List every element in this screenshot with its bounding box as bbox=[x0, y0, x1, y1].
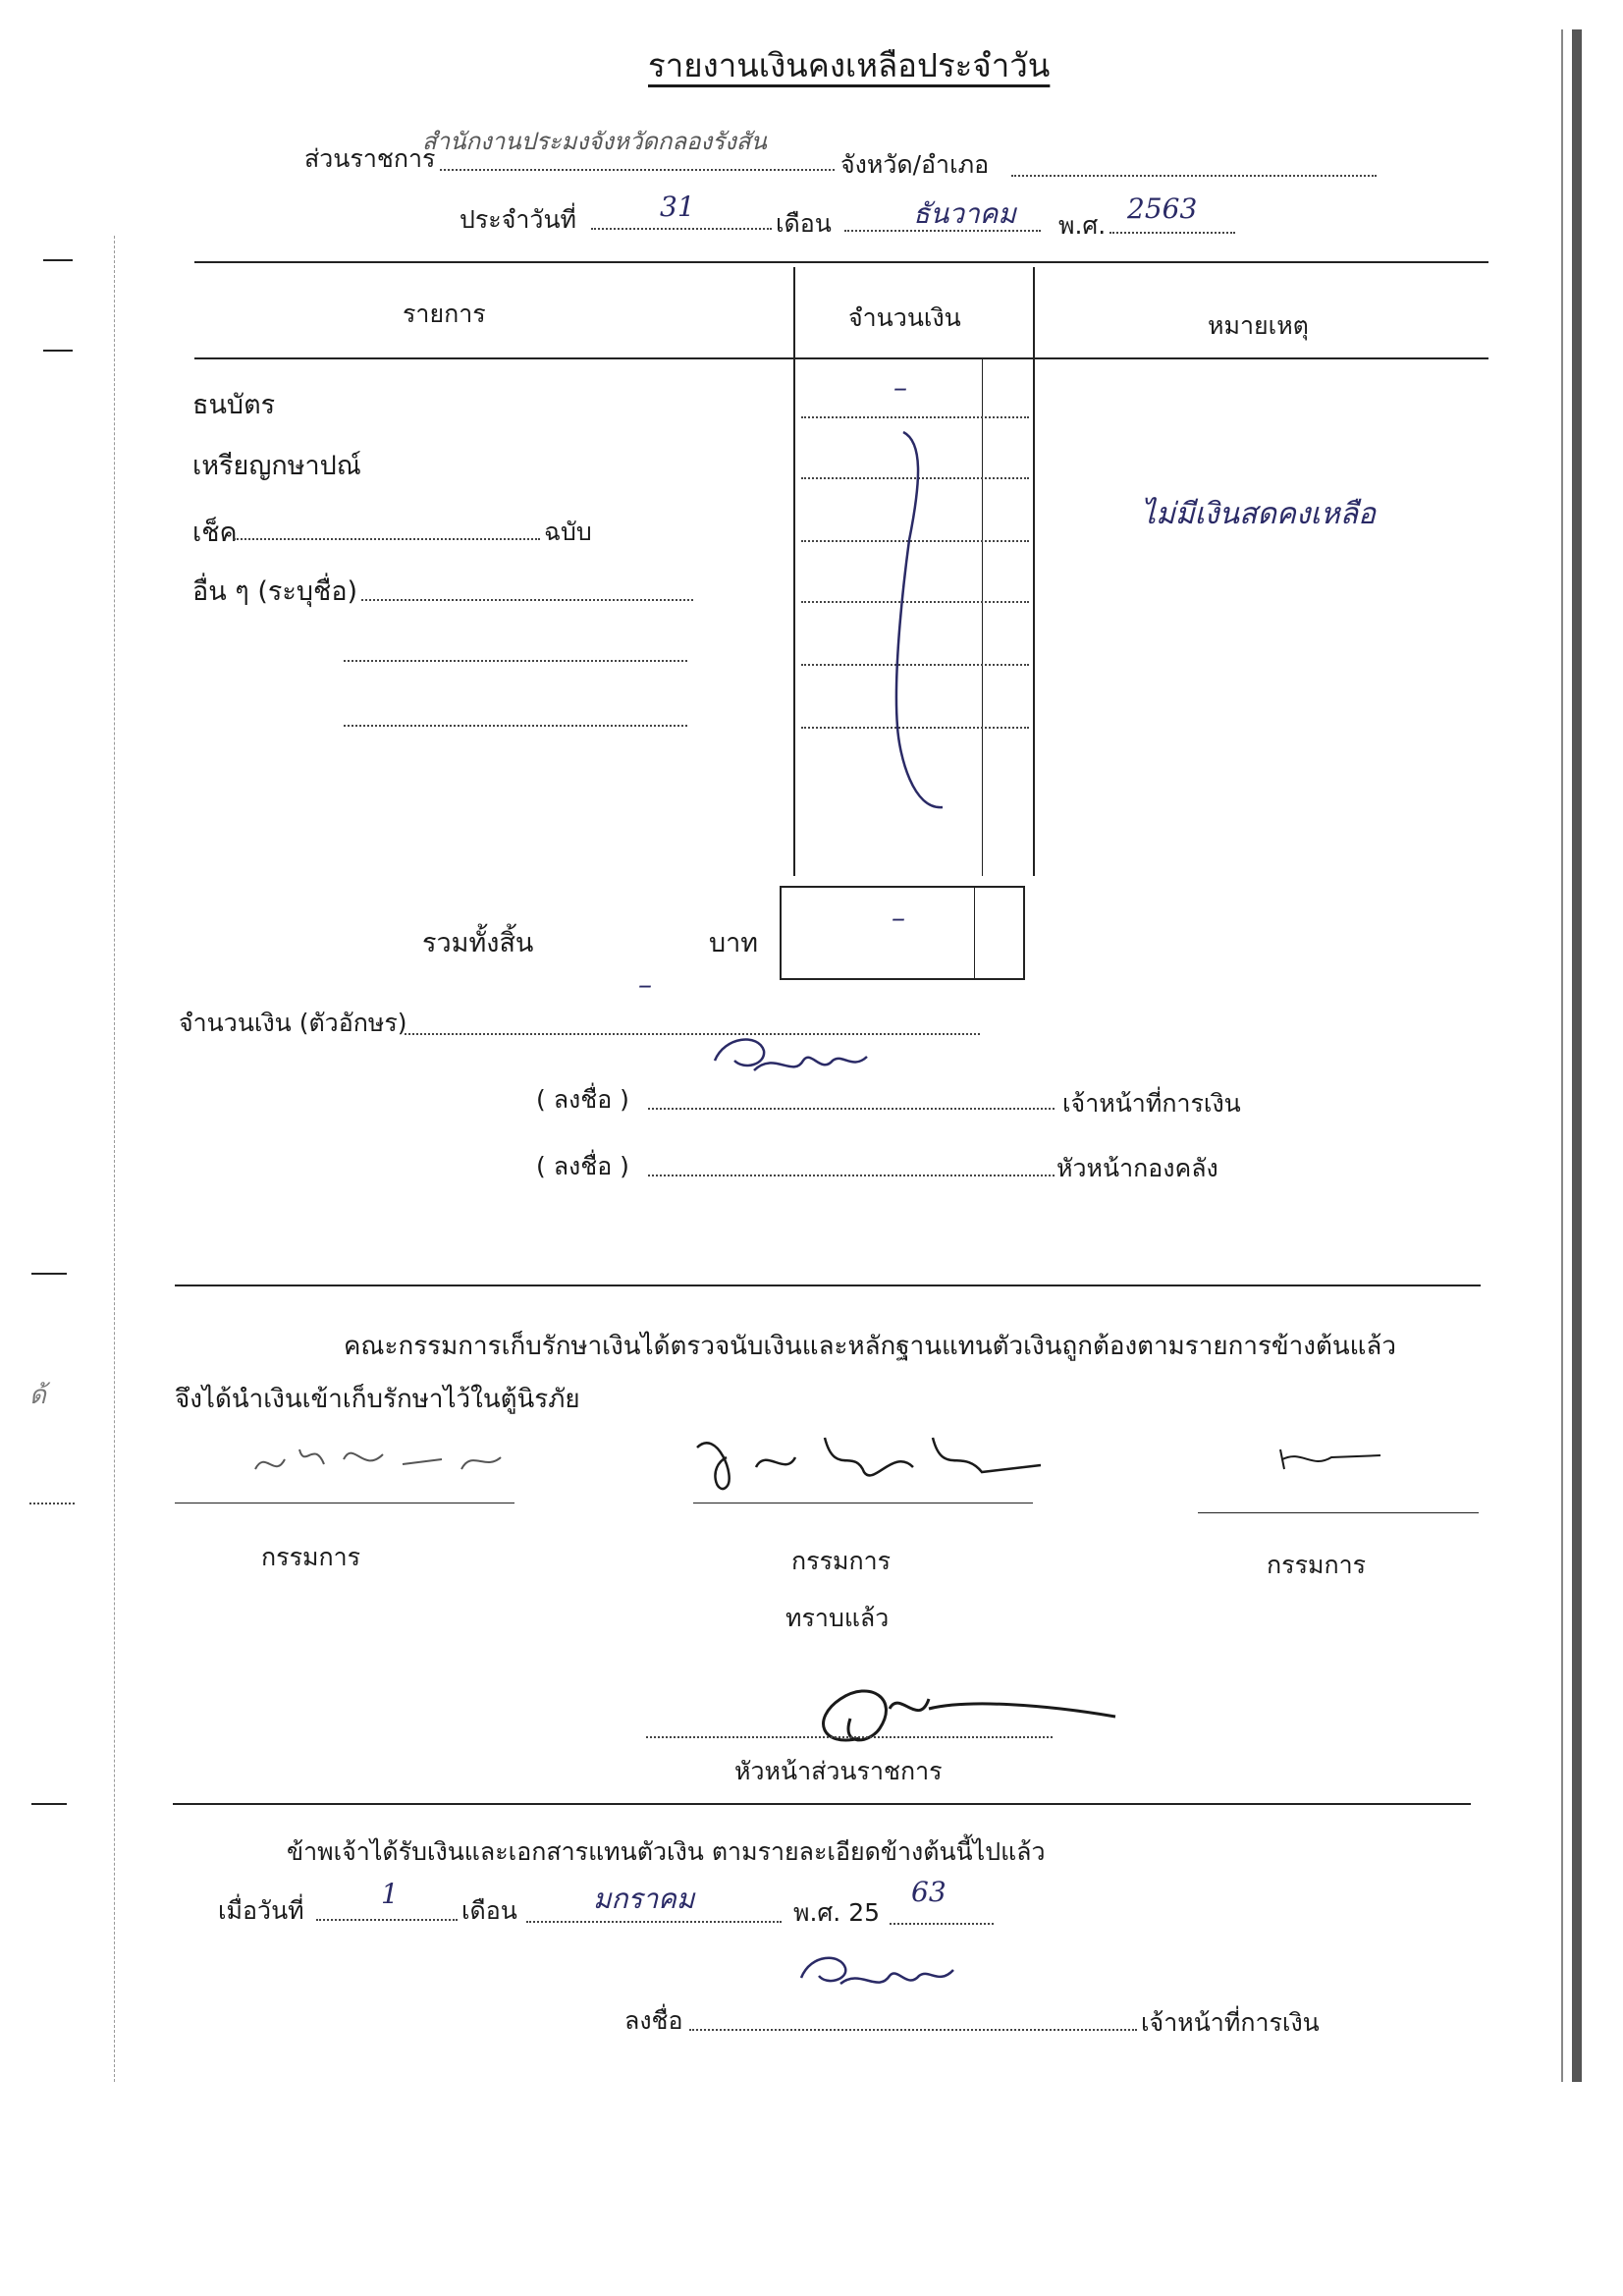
receipt-statement: ข้าพเจ้าได้รับเงินและเอกสารแทนตัวเงิน ตามรายละเอียดข้างต้นนี้ไปแล้ว bbox=[287, 1837, 1046, 1866]
other-dotted-line-3 bbox=[344, 725, 687, 727]
receipt-month-label: เดือน bbox=[461, 1896, 517, 1925]
day-dotted-line bbox=[591, 228, 772, 230]
receipt-sign-dotted-line bbox=[689, 2029, 1137, 2031]
total-value: – bbox=[892, 902, 905, 934]
amount-satang-divider bbox=[982, 359, 983, 876]
cheque-dotted-line bbox=[234, 538, 540, 540]
committee-line-3 bbox=[1198, 1512, 1479, 1513]
col-header-remark: หมายเหตุ bbox=[1208, 311, 1309, 340]
scan-edge-right bbox=[1572, 29, 1582, 2082]
committee-statement-line2: จึงได้นำเงินเข้าเก็บรักษาไว้ในตู้นิรภัย bbox=[175, 1385, 580, 1414]
page-title: รายงานเงินคงเหลือประจำวัน bbox=[648, 46, 1051, 84]
sign1-role: เจ้าหน้าที่การเงิน bbox=[1062, 1089, 1241, 1118]
amount-text-value: – bbox=[638, 968, 652, 1001]
col-header-items: รายการ bbox=[403, 300, 486, 328]
year-label: พ.ศ. bbox=[1058, 211, 1107, 240]
table-header-bottom-border bbox=[194, 357, 1488, 359]
amount-row-line-1 bbox=[801, 416, 1029, 418]
scan-edge-right-inner bbox=[1561, 29, 1563, 2082]
committee-signature-3 bbox=[1272, 1440, 1390, 1479]
receipt-signature bbox=[791, 1948, 988, 2007]
province-label: จังหวัด/อำเภอ bbox=[840, 150, 990, 179]
committee-member-label-2: กรรมการ bbox=[791, 1547, 892, 1575]
amount-col-right-border bbox=[1033, 267, 1035, 876]
remark-value: ไม่มีเงินสดคงเหลือ bbox=[1141, 497, 1376, 531]
row-cheque: เช็ค bbox=[192, 518, 238, 548]
date-label: ประจำวันที่ bbox=[460, 205, 577, 234]
row-banknotes: ธนบัตร bbox=[192, 390, 276, 420]
receipt-year-dotted-line bbox=[890, 1923, 994, 1925]
amount-col-left-border bbox=[793, 267, 795, 876]
margin-mark-2 bbox=[43, 350, 73, 352]
receipt-day-dotted-line bbox=[316, 1919, 458, 1921]
committee-signature-2 bbox=[687, 1418, 1060, 1506]
agency-label: ส่วนราชการ bbox=[304, 144, 436, 173]
total-box-divider bbox=[974, 886, 975, 980]
committee-divider bbox=[175, 1285, 1481, 1286]
row-cheque-unit: ฉบับ bbox=[544, 518, 592, 546]
month-dotted-line bbox=[844, 230, 1041, 232]
margin-mark-4 bbox=[31, 1803, 67, 1805]
sign2-role: หัวหน้ากองคลัง bbox=[1056, 1154, 1218, 1182]
head-signature bbox=[801, 1660, 1155, 1758]
other-dotted-line-1 bbox=[361, 599, 693, 601]
year-dotted-line bbox=[1109, 232, 1235, 234]
agency-dotted-line bbox=[440, 169, 835, 171]
sign1-prefix: ( ลงชื่อ ) bbox=[536, 1085, 629, 1114]
head-dotted-line bbox=[646, 1736, 1053, 1738]
sign1-dotted-line bbox=[648, 1108, 1055, 1110]
committee-signature-1 bbox=[245, 1430, 520, 1499]
province-dotted-line bbox=[1011, 175, 1377, 177]
receipt-divider bbox=[173, 1803, 1471, 1805]
head-label: หัวหน้าส่วนราชการ bbox=[734, 1757, 943, 1785]
margin-mark-3 bbox=[31, 1273, 67, 1275]
amount-dash: – bbox=[893, 371, 907, 404]
sign2-prefix: ( ลงชื่อ ) bbox=[536, 1152, 629, 1180]
committee-statement-line1: คณะกรรมการเก็บรักษาเงินได้ตรวจนับเงินและหลักฐานแทนตัวเงินถูกต้องตามรายการข้างต้นแล้ว bbox=[344, 1332, 1396, 1361]
row-coins: เหรียญกษาปณ์ bbox=[192, 451, 361, 481]
receipt-date-label: เมื่อวันที่ bbox=[218, 1896, 304, 1925]
sign2-dotted-line bbox=[648, 1175, 1055, 1176]
total-unit: บาท bbox=[709, 928, 759, 958]
margin-handwritten-mark: ด้ bbox=[29, 1381, 46, 1410]
receipt-day-value: 1 bbox=[381, 1878, 399, 1910]
receipt-year-label: พ.ศ. 25 bbox=[793, 1898, 881, 1927]
receipt-year-value: 63 bbox=[911, 1876, 947, 1908]
total-box-bottom bbox=[780, 978, 1025, 980]
total-label: รวมทั้งสิ้น bbox=[422, 928, 534, 958]
month-value: ธันวาคม bbox=[913, 197, 1016, 230]
total-box-left bbox=[780, 886, 782, 980]
agency-value: สำนักงานประมงจังหวัดกลองรังสัน bbox=[422, 128, 767, 155]
receipt-month-value: มกราคม bbox=[593, 1883, 695, 1915]
total-box-top bbox=[780, 886, 1025, 888]
month-label: เดือน bbox=[776, 209, 832, 238]
year-value: 2563 bbox=[1127, 192, 1198, 225]
amount-text-label: จำนวนเงิน (ตัวอักษร) bbox=[179, 1009, 407, 1037]
receipt-sign-label: ลงชื่อ bbox=[624, 2006, 683, 2035]
acknowledged-label: ทราบแล้ว bbox=[785, 1604, 890, 1632]
sign1-signature bbox=[705, 1031, 901, 1100]
amount-bracket-stroke bbox=[874, 422, 952, 815]
day-value: 31 bbox=[660, 191, 695, 223]
other-dotted-line-2 bbox=[344, 660, 687, 662]
margin-mark-1 bbox=[43, 259, 73, 261]
margin-binding-line bbox=[114, 236, 115, 2082]
total-box-right bbox=[1023, 886, 1025, 980]
receipt-role: เจ้าหน้าที่การเงิน bbox=[1141, 2008, 1320, 2037]
committee-member-label-3: กรรมการ bbox=[1267, 1551, 1367, 1579]
col-header-amount: จำนวนเงิน bbox=[848, 303, 961, 332]
receipt-month-dotted-line bbox=[526, 1921, 782, 1923]
committee-member-label-1: กรรมการ bbox=[261, 1543, 361, 1571]
row-other: อื่น ๆ (ระบุชื่อ) bbox=[192, 576, 358, 607]
margin-dotted-line bbox=[29, 1503, 75, 1504]
table-top-border bbox=[194, 261, 1488, 263]
